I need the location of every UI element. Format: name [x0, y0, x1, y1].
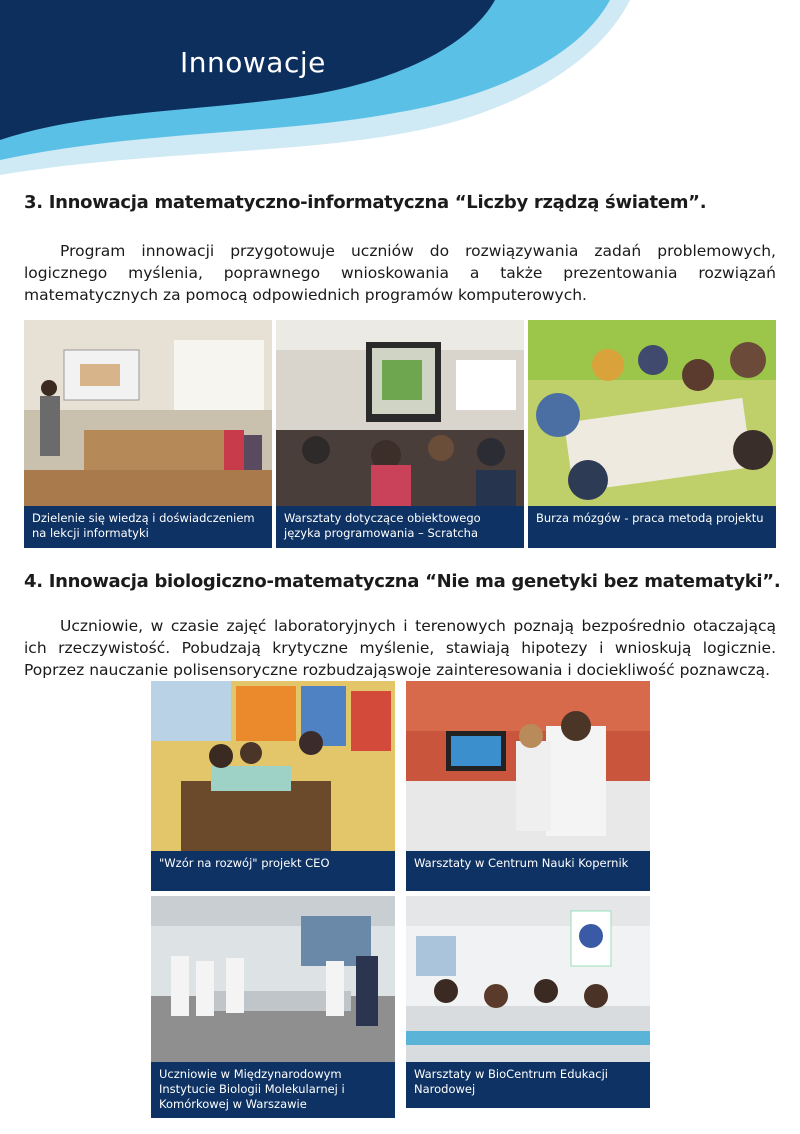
section-4-heading: 4. Innowacja biologiczno-matematyczna “Nie ma genetyki bez matematyki”. — [24, 571, 781, 592]
photo-brainstorm — [528, 320, 776, 506]
photo-ceo-project — [151, 681, 395, 851]
photo-card-molecular-biology-institute — [151, 896, 395, 1118]
photo-card-biocentrum — [406, 896, 650, 1108]
photo-caption: Warsztaty w BioCentrum Edukacji Narodowej — [406, 1062, 650, 1108]
photo-biocentrum — [406, 896, 650, 1062]
photo-caption: "Wzór na rozwój" projekt CEO — [151, 851, 395, 891]
section-4-paragraph-text: Uczniowie, w czasie zajęć laboratoryjnych i terenowych poznają bezpośrednio otaczającą ich rzeczywistość. Pobudzają krytyczne myślenie, stawiają hipotezy i wnioskują logicznie. Poprzez nauczanie polisensoryczne rozbudzająswoje zainteresowania i dociekliwość poznawczą. — [24, 617, 776, 679]
photo-card-informatics-lesson — [24, 320, 272, 548]
page-title: Innowacje — [180, 46, 326, 79]
section-4-paragraph — [24, 615, 776, 681]
header-wave-graphic — [0, 0, 800, 180]
photo-scratch-workshop — [276, 320, 524, 506]
photo-caption: Dzielenie się wiedzą i doświadczeniem na lekcji informatyki — [24, 506, 272, 548]
photo-card-ceo-project — [151, 681, 395, 891]
section-3-paragraph-text: Program innowacji przygotowuje uczniów do rozwiązywania zadań problemowych, logicznego myślenia, poprawnego wnioskowania a także prezentowania rozwiązań matematycznych za pomocą odpowiednich programów komputerowych. — [24, 242, 776, 304]
photo-caption: Warsztaty dotyczące obiektowego języka programowania – Scratcha — [276, 506, 524, 548]
photo-card-scratch-workshop — [276, 320, 524, 548]
photo-caption: Warsztaty w Centrum Nauki Kopernik — [406, 851, 650, 891]
photo-molecular-biology-institute — [151, 896, 395, 1062]
section-3-heading: 3. Innowacja matematyczno-informatyczna “Liczby rządzą światem”. — [24, 192, 707, 213]
photo-informatics-lesson — [24, 320, 272, 506]
photo-card-brainstorm — [528, 320, 776, 548]
photo-caption: Uczniowie w Międzynarodowym Instytucie Biologii Molekularnej i Komórkowej w Warszawie — [151, 1062, 395, 1118]
section-3-paragraph — [24, 240, 776, 306]
page-header — [0, 0, 800, 180]
photo-caption: Burza mózgów - praca metodą projektu — [528, 506, 776, 548]
photo-kopernik — [406, 681, 650, 851]
photo-card-kopernik — [406, 681, 650, 891]
